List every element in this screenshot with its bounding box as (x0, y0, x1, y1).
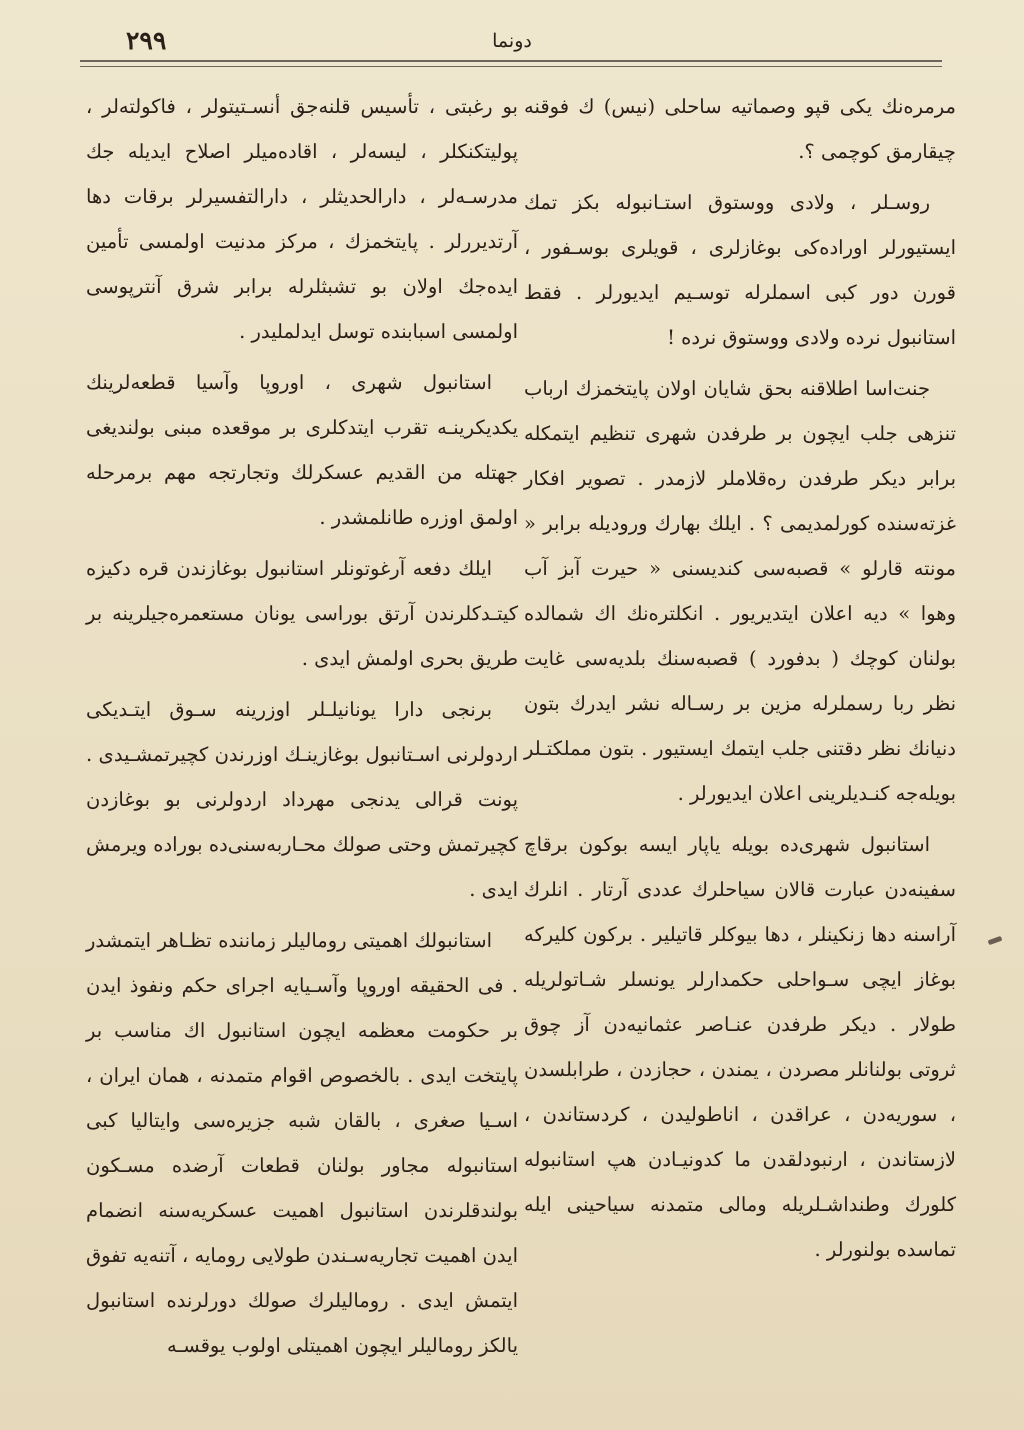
paragraph: استانبولك اهمیتی رومالیلر زماننده تظـاهر ایتمشدر . فی الحقیقه اوروپا وآسـیایه اجرای حكم ونفوذ ایدن بر حكومت معظمه ایچون استانبول اك مناسب بر پایتخت ایدی . بالخصوص اقوام متمدنه ، همان ایران ، اسـیا صغری ، بالقان شبه جزیره‌سی وایتالیا كبی استانبوله مجاور بولنان قطعات آرضده مسـكون بولندقلرندن استانبول اهمیت عسكریه‌سنه انضمام ایدن اهمیت تجاریه‌سـندن طولایی رومایه ، آتنه‌یه تفوق ایتمش ایدی . رومالیلرك صولك دورلرنده استانبول یالكز رومالیلر ایچون اهمیتلی اولوب یوقسـه (86, 929, 518, 1357)
paragraph: استانبول شهری ، اوروپا وآسیا قطعه‌لرینك یكدیكرینـه تقرب ایتدكلری بر موقعده مبنی بولندیغی جهتله من القدیم عسكرلك وتجارتجه مهم برمرحله اولمق اوزره طانلمشدر . (86, 371, 518, 529)
margin-mark (988, 936, 1003, 945)
paragraph: بو رغبتی ، تأسیس قلنه‌جق أنسـتیتولر ، فاكولته‌لر ، پولیتكنكلر ، لیسه‌لر ، اقاده‌میلر اصلاح ایدیله جك مدرسـه‌لر ، دارالحدیثلر ، دارالتفسیرلر برقات دها آرتدیررلر . پایتخمزك ، مركز مدنیت اولمسی تأمین ایده‌جك اولان بو تشبثلرله برابر شرق آنترپوسی اولمسی اسبابنده توسل ایدلملیدر . (86, 95, 518, 343)
running-title: دونما (492, 30, 532, 52)
paragraph: روسـلر ، ولادی ووستوق استـانبوله بكز تمك ایستیورلر اوراده‌كی بوغازلری ، قویلری بوسـفور ، قورن دور كبی اسملرله توسـیم ایدیورلر . فقط استانبول نرده ولادی ووستوق نرده ! (524, 191, 956, 349)
header-rule (80, 60, 942, 67)
paragraph: استانبول شهری‌ده بویله یاپار ایسه بوكون برقاچ سفینه‌دن عبارت قالان سیاحلرك عددی آرتار . انلرك آراسنه دها زنكینلر ، دها بیوكلر قاتیلیر . بركون كلیركه بوغاز ایچی سـواحلی حكمدارلر یونسلر شـاتولریله طولار . دیكر طرفدن عنـاصر عثمانیه‌دن آز چوق ثروتی بولنانلر مصردن ، یمندن ، حجازدن ، طرابلسدن ، سوریه‌دن ، عراقدن ، اناطولیدن ، كردستاندن ، لازستاندن ، ارنبودلقدن ما كدونیـادن هپ استانبوله كلورك وطنداشـلریله ومالی متمدنه سیاحینی ایله تماسده بولنورلر . (524, 833, 956, 1261)
left-column (86, 84, 518, 1374)
page-number: ٢٩٩ (126, 26, 167, 55)
paragraph: برنجی دارا یونانیلـلر اوزرینه سـوق ایتـدیكی اردولرنی اسـتانبول بوغازینـك اوزرندن كچیرتمشـیدی . پونت قرالی یدنجی مهرداد اردولرنی بو بوغازدن كچیرتمش وحتی صولك محـاربه‌سنی‌ده بوراده ویرمش ایدی . (86, 698, 518, 901)
paragraph: جنت‌اسا اطلاقنه بحق شایان اولان پایتخمزك ارباب تنزهی جلب ایچون بر طرفدن شهری تنظیم ایتمكله برابر دیكر طرفدن ره‌قلاملر لازمدر . تصویر افكار غزته‌سنده كورلمدیمی ؟ . ایلك بهارك وروديله برابر « مونته قارلو » قصبه‌سی كندیسنی « حیرت آبز آب وهوا » دیه اعلان ایتدیریور . انكلتره‌نك اك شمالده بولنان كوچك ( بدفورد ) قصبه‌سنك بلدیه‌سی غایت نظر ربا رسملرله مزین بر رسـاله نشر ایدرك بتون دنیانك نظر دقتنی جلب ایتمك ایستیور . بتون مملكتـلر بویله‌جه كنـدیلرینی اعلان ایدیورلر . (524, 377, 956, 805)
paragraph: مرمره‌نك یكی قپو وصماتیه ساحلی (نیس) ك فوقنه چیقارمق كوچمی ؟. (524, 95, 956, 163)
paragraph: ایلك دفعه آرغوتونلر استانبول بوغازندن قره دكیزه كیتـدكلرندن آرتق بوراسی یونان مستعمره‌جیلرینه بر طریق بحری اولمش ایدی . (86, 557, 518, 670)
right-column (524, 84, 956, 1278)
